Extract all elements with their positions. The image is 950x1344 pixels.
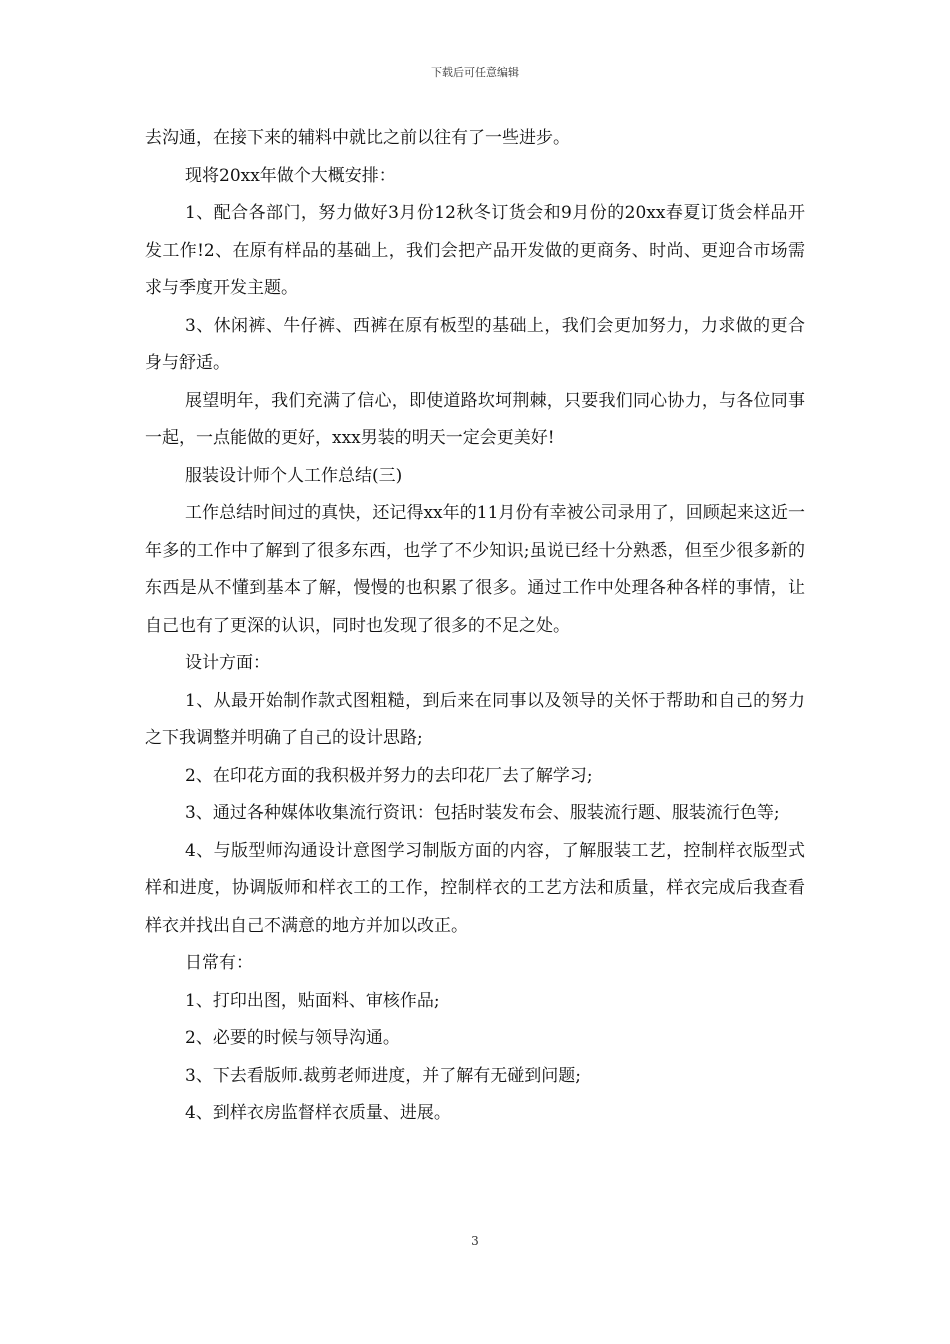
paragraph: 工作总结时间过的真快，还记得xx年的11月份有幸被公司录用了，回顾起来这近一年多的工作中了解到了很多东西，也学了不少知识;虽说已经十分熟悉，但至少很多新的东西是从不懂到基本了解，慢慢的也积累了很多。通过工作中处理各种各样的事情，让自己也有了更深的认识，同时也发现了很多的不足之处。 (145, 503, 805, 636)
paragraph: 去沟通，在接下来的辅料中就比之前以往有了一些进步。 (145, 128, 570, 148)
list-item: 4、到样衣房监督样衣质量、进展。 (185, 1103, 451, 1123)
document-body (145, 120, 805, 1133)
paragraph: 现将20xx年做个大概安排： (185, 165, 396, 186)
list-item: 3、通过各种媒体收集流行资讯：包括时装发布会、服装流行题、服装流行色等; (185, 803, 780, 823)
list-item: 1、打印出图，贴面料、审核作品; (185, 990, 440, 1011)
paragraph: 展望明年，我们充满了信心，即使道路坎坷荆棘，只要我们同心协力，与各位同事一起，一点能做的更好，xxx男装的明天一定会更美好! (145, 390, 805, 448)
section-heading: 服装设计师个人工作总结(三) (185, 465, 403, 486)
paragraph: 3、休闲裤、牛仔裤、西裤在原有板型的基础上，我们会更加努力，力求做的更合身与舒适。 (145, 315, 805, 373)
list-item: 2、在印花方面的我积极并努力的去印花厂去了解学习; (185, 765, 593, 786)
paragraph: 1、配合各部门，努力做好3月份12秋冬订货会和9月份的20xx春夏订货会样品开发工作!2、在原有样品的基础上，我们会把产品开发做的更商务、时尚、更迎合市场需求与季度开发主题。 (145, 203, 805, 298)
page-header: 下载后可任意编辑 (431, 66, 519, 79)
list-item: 3、下去看版师.裁剪老师进度，并了解有无碰到问题; (185, 1065, 581, 1086)
list-item: 2、必要的时候与领导沟通。 (185, 1028, 400, 1048)
subsection-heading: 日常有： (185, 953, 253, 973)
list-item: 4、与版型师沟通设计意图学习制版方面的内容，了解服装工艺，控制样衣版型式样和进度，协调版师和样衣工的工作，控制样衣的工艺方法和质量，样衣完成后我查看样衣并找出自己不满意的地方并加以改正。 (145, 840, 805, 936)
page-number: 3 (471, 1234, 479, 1248)
list-item: 1、从最开始制作款式图粗糙，到后来在同事以及领导的关怀于帮助和自己的努力之下我调整并明确了自己的设计思路; (145, 690, 805, 748)
subsection-heading: 设计方面： (185, 653, 270, 673)
